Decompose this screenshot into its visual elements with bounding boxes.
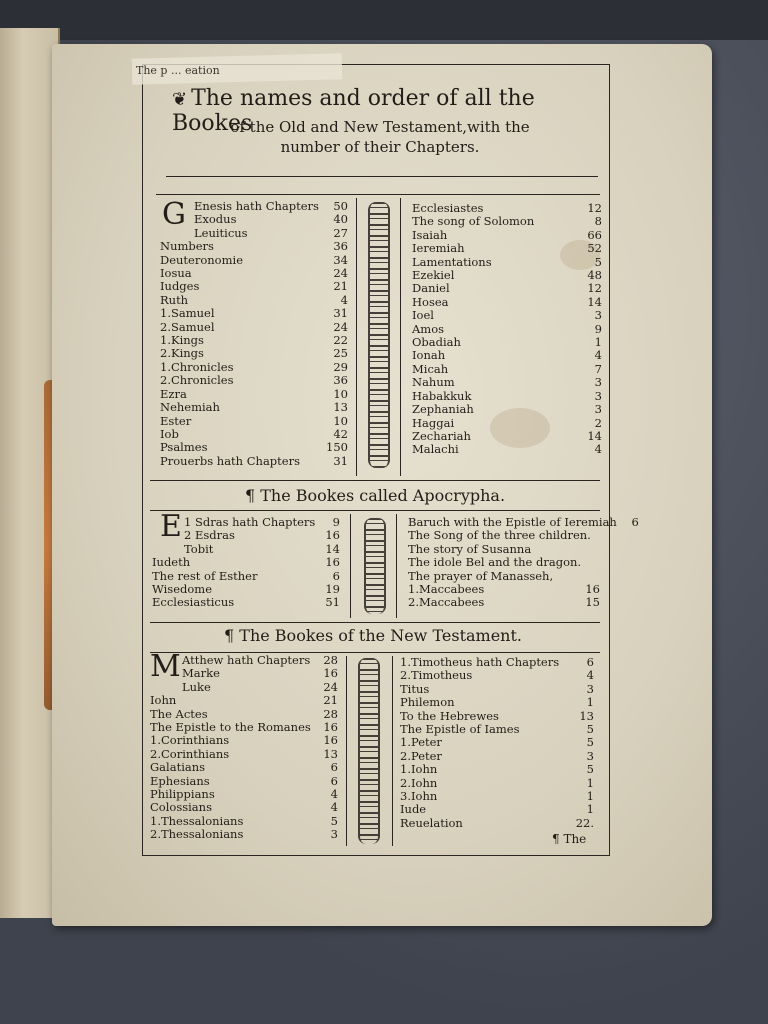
book-name: Lamentations <box>412 254 492 269</box>
chapter-count: 4 <box>330 800 338 815</box>
book-name: Psalmes <box>160 440 208 455</box>
book-name: 2.Peter <box>400 748 442 763</box>
list-item <box>160 321 348 334</box>
chapter-count: 3 <box>586 681 594 696</box>
chapter-count: 8 <box>594 214 602 229</box>
chapter-count: 16 <box>323 733 338 748</box>
book-name: Ezra <box>160 386 187 401</box>
chapter-count: 14 <box>325 541 340 556</box>
list-item <box>150 761 338 774</box>
list-item <box>150 694 338 707</box>
chapter-count: 12 <box>587 281 602 296</box>
book-name: Prouerbs hath Chapters <box>160 453 300 468</box>
chapter-count: 31 <box>333 453 348 468</box>
chapter-count: 50 <box>333 199 348 213</box>
list-item <box>412 376 602 389</box>
column-divider <box>400 198 401 476</box>
list-item <box>150 667 338 680</box>
list-item <box>400 669 594 682</box>
chapter-count: 6 <box>586 655 594 669</box>
book-name: Marke <box>182 666 220 681</box>
chapter-count <box>591 529 613 542</box>
book-name: 2.Kings <box>160 346 204 361</box>
chapter-count: 3 <box>330 827 338 842</box>
book-name: Iude <box>400 802 427 817</box>
book-name: 1.Timotheus hath Chapters <box>400 655 560 669</box>
dropcap-e: E <box>160 509 182 544</box>
list-item <box>400 710 594 723</box>
list-item <box>160 388 348 401</box>
list-item <box>412 323 602 336</box>
book-name: The Epistle to the Romanes <box>150 720 311 735</box>
list-item <box>152 543 340 556</box>
chapter-count: 1 <box>594 335 602 350</box>
chapter-count: 1 <box>586 775 594 790</box>
book-name: Habakkuk <box>412 388 472 403</box>
chapter-count: 4 <box>594 348 602 363</box>
book-name: To the Hebrewes <box>400 708 499 723</box>
chapter-count: 6 <box>332 568 340 583</box>
list-item <box>412 403 602 416</box>
chapter-count: 1 <box>586 695 594 710</box>
ot-right-column <box>412 202 602 457</box>
chapter-count: 4 <box>330 787 338 802</box>
chapter-count: 2 <box>594 415 602 430</box>
list-item <box>160 213 348 226</box>
list-item <box>408 570 600 583</box>
list-item <box>400 656 594 669</box>
book-name: 1.Peter <box>400 735 442 750</box>
chapter-count: 7 <box>594 361 602 376</box>
chapter-count: 25 <box>333 346 348 361</box>
chapter-count: 1 <box>586 802 594 817</box>
title-rule <box>166 176 598 177</box>
chapter-count: 27 <box>333 225 348 240</box>
book-name: The idole Bel and the dragon. <box>408 555 582 570</box>
nt-right-column <box>400 656 594 830</box>
list-item <box>408 556 600 569</box>
chapter-count: 34 <box>333 252 348 267</box>
book-name: 1.Samuel <box>160 306 215 321</box>
vine-ornament <box>368 202 390 468</box>
chapter-count: 24 <box>333 319 348 334</box>
book-name: Wisedome <box>152 582 212 597</box>
book-name: Baruch with the Epistle of Ieremiah <box>408 515 617 529</box>
book-name: Ionah <box>412 348 446 363</box>
list-item <box>400 696 594 709</box>
chapter-count: 24 <box>333 266 348 281</box>
chapter-count: 6 <box>631 515 639 529</box>
list-item <box>412 417 602 430</box>
chapter-count: 36 <box>333 373 348 388</box>
list-item <box>150 748 338 761</box>
chapter-count <box>578 543 600 556</box>
chapter-count: 6 <box>330 760 338 775</box>
column-divider <box>392 656 393 846</box>
chapter-count: 9 <box>332 515 340 529</box>
list-item <box>412 242 602 255</box>
list-item <box>412 256 602 269</box>
list-item <box>152 583 340 596</box>
list-item <box>412 309 602 322</box>
book-name: Colossians <box>150 800 212 815</box>
book-name: Leuiticus <box>194 225 248 240</box>
book-name: The Actes <box>150 706 208 721</box>
chapter-count: 5 <box>586 735 594 750</box>
chapter-count: 5 <box>586 762 594 777</box>
chapter-count: 21 <box>323 693 338 708</box>
list-item <box>150 721 338 734</box>
chapter-count: 5 <box>586 722 594 737</box>
list-item <box>152 596 340 609</box>
chapter-count: 13 <box>323 746 338 761</box>
list-item <box>408 529 600 542</box>
list-item <box>412 430 602 443</box>
book-name: The story of Susanna <box>408 541 532 556</box>
chapter-count: 4 <box>594 442 602 457</box>
book-name: Atthew hath Chapters <box>182 653 311 667</box>
chapter-count: 19 <box>325 582 340 597</box>
book-name: Reuelation <box>400 815 463 830</box>
book-name: 1.Maccabees <box>408 582 485 597</box>
chapter-count: 3 <box>594 375 602 390</box>
table-top-rule <box>156 194 600 195</box>
book-name: Isaiah <box>412 227 448 242</box>
book-name: Iohn <box>150 693 177 708</box>
vine-ornament <box>358 658 380 844</box>
book-name: Haggai <box>412 415 455 430</box>
book-name: Philemon <box>400 695 455 710</box>
book-name: Malachi <box>412 442 459 457</box>
chapter-count: 66 <box>587 227 602 242</box>
chapter-count: 16 <box>323 666 338 681</box>
book-name: 1.Thessalonians <box>150 813 244 828</box>
book-name: Galatians <box>150 760 206 775</box>
list-item <box>160 441 348 454</box>
ot-left-column <box>160 197 348 468</box>
chapter-count: 42 <box>333 426 348 441</box>
list-item <box>400 777 594 790</box>
chapter-count: 21 <box>333 279 348 294</box>
list-item <box>400 683 594 696</box>
chapter-count: 5 <box>594 254 602 269</box>
chapter-count: 10 <box>333 413 348 428</box>
chapter-count: 31 <box>333 306 348 321</box>
list-item <box>152 529 340 542</box>
apocrypha-right-column <box>408 515 639 610</box>
book-name: 2.Timotheus <box>400 668 473 683</box>
subtitle-line: number of their Chapters. <box>280 138 480 156</box>
chapter-count: 1 <box>586 789 594 804</box>
list-item <box>160 415 348 428</box>
page-subtitle <box>160 117 600 157</box>
list-item <box>160 240 348 253</box>
chapter-count: 9 <box>594 321 602 336</box>
chapter-count: 4 <box>340 292 348 307</box>
chapter-count: 5 <box>330 813 338 828</box>
book-name: 2.Thessalonians <box>150 827 244 842</box>
new-testament-heading: ¶ The Bookes of the New Testament. <box>224 626 522 645</box>
book-name: The Epistle of Iames <box>400 722 520 737</box>
chapter-count: 40 <box>333 212 348 227</box>
book-name: Ioel <box>412 308 434 323</box>
chapter-count: 22 <box>333 333 348 348</box>
chapter-count: 22. <box>575 815 594 830</box>
list-item <box>150 681 338 694</box>
book-name: Zechariah <box>412 428 471 443</box>
book-name: Luke <box>182 679 211 694</box>
book-name: 2.Maccabees <box>408 595 485 610</box>
list-item <box>152 556 340 569</box>
list-item <box>412 390 602 403</box>
book-name: 2.Iohn <box>400 775 438 790</box>
book-name: 2.Samuel <box>160 319 215 334</box>
book-name: Ecclesiastes <box>412 201 484 215</box>
list-item <box>400 817 594 830</box>
list-item <box>408 583 600 596</box>
book-name: Ruth <box>160 292 189 307</box>
book-name: Iob <box>160 426 179 441</box>
chapter-count <box>581 556 603 569</box>
list-item <box>160 227 348 240</box>
book-name: 2.Chronicles <box>160 373 234 388</box>
list-item <box>160 307 348 320</box>
list-item <box>160 347 348 360</box>
book-name: 1.Chronicles <box>160 359 234 374</box>
book-name: 1.Kings <box>160 333 204 348</box>
list-item <box>400 790 594 803</box>
book-name: Ecclesiasticus <box>152 595 235 610</box>
list-item <box>150 708 338 721</box>
book-name: Iudeth <box>152 555 191 570</box>
book-name: Daniel <box>412 281 450 296</box>
list-item <box>408 543 600 556</box>
list-item <box>160 280 348 293</box>
list-item <box>412 202 602 215</box>
book-name: 2.Corinthians <box>150 746 230 761</box>
background-shadow <box>0 0 768 40</box>
book-name: Zephaniah <box>412 402 474 417</box>
chapter-count: 28 <box>323 653 338 667</box>
list-item <box>160 401 348 414</box>
chapter-count: 3 <box>586 748 594 763</box>
book-name: Obadiah <box>412 335 461 350</box>
dropcap-m: M <box>150 649 181 684</box>
dropcap-g: G <box>162 197 186 232</box>
book-name: Iudges <box>160 279 200 294</box>
subtitle-line: of the Old and New Testament,with the <box>230 118 530 136</box>
list-item <box>400 763 594 776</box>
column-divider <box>350 514 351 618</box>
list-item <box>152 570 340 583</box>
section-rule <box>150 622 600 623</box>
column-divider <box>356 198 357 476</box>
chapter-count: 16 <box>585 582 600 597</box>
chapter-count: 16 <box>323 720 338 735</box>
list-item <box>412 229 602 242</box>
book-name: 1 Sdras hath Chapters <box>184 515 316 529</box>
list-item <box>150 734 338 747</box>
chapter-count: 14 <box>587 294 602 309</box>
list-item <box>160 428 348 441</box>
book-name: Micah <box>412 361 449 376</box>
list-item <box>150 788 338 801</box>
chapter-count: 16 <box>325 528 340 543</box>
book-name: Nehemiah <box>160 400 220 415</box>
book-name: Ester <box>160 413 192 428</box>
book-name: Iosua <box>160 266 192 281</box>
column-divider <box>396 514 397 618</box>
chapter-count <box>578 570 600 583</box>
list-item <box>412 269 602 282</box>
chapter-count: 28 <box>323 706 338 721</box>
list-item <box>152 516 340 529</box>
chapter-count: 16 <box>325 555 340 570</box>
list-item <box>400 736 594 749</box>
chapter-count: 48 <box>587 268 602 283</box>
chapter-count: 3 <box>594 402 602 417</box>
list-item <box>150 801 338 814</box>
list-item <box>160 361 348 374</box>
running-header: The p ... eation <box>136 64 220 77</box>
list-item <box>160 267 348 280</box>
list-item <box>160 334 348 347</box>
book-name: Numbers <box>160 239 214 254</box>
book-name: Ieremiah <box>412 241 465 256</box>
chapter-count: 13 <box>579 708 594 723</box>
list-item <box>400 750 594 763</box>
list-item <box>408 515 639 529</box>
list-item <box>408 596 600 609</box>
book-name: Deuteronomie <box>160 252 243 267</box>
chapter-count: 51 <box>325 595 340 610</box>
list-item <box>150 828 338 841</box>
chapter-count: 14 <box>587 428 602 443</box>
nt-left-column <box>150 649 338 842</box>
book-name: Philippians <box>150 787 215 802</box>
book-name: The song of Solomon <box>412 214 535 229</box>
chapter-count: 4 <box>586 668 594 683</box>
book-name: 1.Corinthians <box>150 733 230 748</box>
list-item <box>412 349 602 362</box>
list-item <box>160 374 348 387</box>
chapter-count: 3 <box>594 308 602 323</box>
book-name: The rest of Esther <box>152 568 258 583</box>
book-name: The prayer of Manasseh, <box>408 568 554 583</box>
chapter-count: 12 <box>587 201 602 215</box>
section-rule <box>150 510 600 511</box>
book-name: 3.Iohn <box>400 789 438 804</box>
list-item <box>160 455 348 468</box>
book-name: Ezekiel <box>412 268 455 283</box>
book-name: Tobit <box>184 541 214 556</box>
chapter-count: 10 <box>333 386 348 401</box>
book-name: Nahum <box>412 375 455 390</box>
list-item <box>150 654 338 667</box>
title-text: The names and order of all the Bookes <box>172 86 535 136</box>
book-name: Titus <box>400 681 430 696</box>
apocrypha-heading: ¶ The Bookes called Apocrypha. <box>244 486 506 505</box>
list-item <box>400 803 594 816</box>
chapter-count: 15 <box>585 595 600 610</box>
list-item <box>150 775 338 788</box>
book-name: 2 Esdras <box>184 528 235 543</box>
catchword: ¶ The <box>552 832 587 846</box>
list-item <box>412 282 602 295</box>
book-name: Amos <box>412 321 445 336</box>
list-item <box>412 215 602 228</box>
book-name: The Song of the three children. <box>408 528 591 543</box>
fleuron-icon: ❦ <box>172 89 188 110</box>
chapter-count: 13 <box>333 400 348 415</box>
book-name: Hosea <box>412 294 449 309</box>
apocrypha-left-column <box>152 516 340 610</box>
book-name: Enesis hath Chapters <box>194 199 319 213</box>
chapter-count: 3 <box>594 388 602 403</box>
chapter-count: 52 <box>587 241 602 256</box>
chapter-count: 150 <box>326 440 348 455</box>
column-divider <box>346 656 347 846</box>
list-item <box>150 815 338 828</box>
list-item <box>412 363 602 376</box>
chapter-count: 36 <box>333 239 348 254</box>
list-item <box>400 723 594 736</box>
list-item <box>160 254 348 267</box>
chapter-count: 24 <box>323 679 338 694</box>
book-name: 1.Iohn <box>400 762 438 777</box>
list-item <box>412 296 602 309</box>
list-item <box>160 200 348 213</box>
list-item <box>160 294 348 307</box>
book-name: Ephesians <box>150 773 210 788</box>
list-item <box>412 443 602 456</box>
section-rule <box>150 480 600 481</box>
book-name: Exodus <box>194 212 237 227</box>
list-item <box>412 336 602 349</box>
chapter-count: 29 <box>333 359 348 374</box>
chapter-count: 6 <box>330 773 338 788</box>
vine-ornament <box>364 518 386 614</box>
